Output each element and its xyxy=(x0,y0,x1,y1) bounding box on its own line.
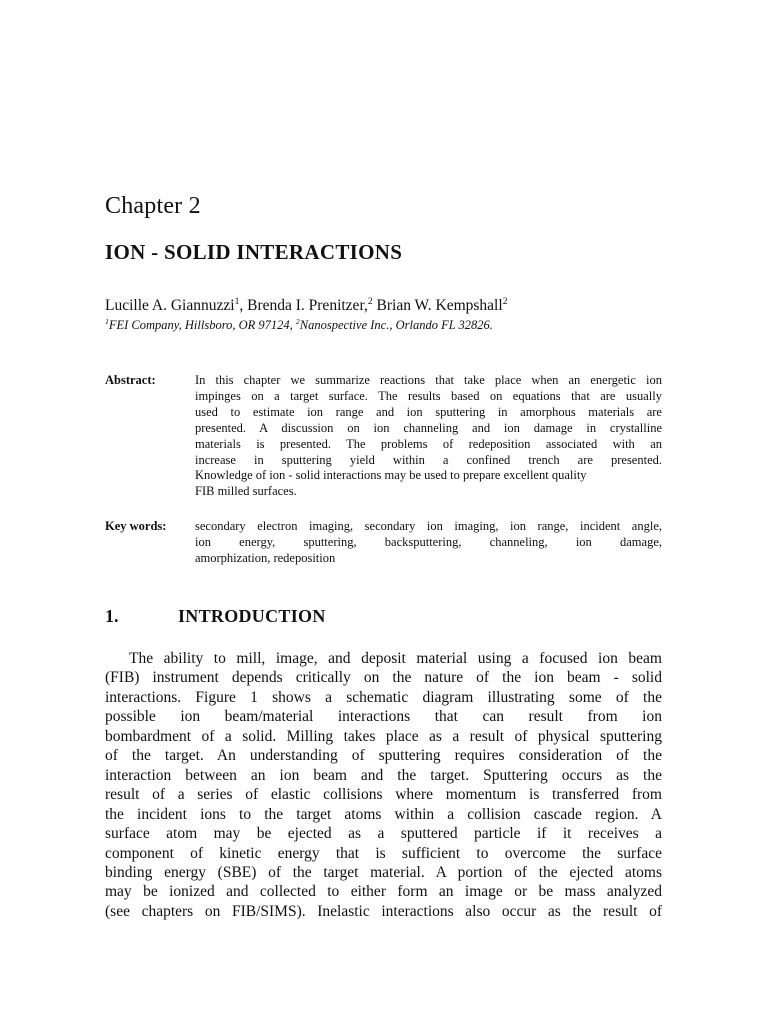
abstract-line: In this chapter we summarize reactions that take place when an energetic ion xyxy=(195,373,662,387)
section-title: INTRODUCTION xyxy=(178,606,326,626)
abstract-line: FIB milled surfaces. xyxy=(195,484,297,499)
abstract-line: impinges on a target surface. The results based on equations that are usually xyxy=(195,388,662,403)
keywords-line: amorphization, redeposition xyxy=(195,550,336,565)
chapter-title: ION - SOLID INTERACTIONS xyxy=(105,240,403,264)
paragraph-line: (see chapters on FIB/SIMS). Inelastic interactions also occur as the result of xyxy=(105,902,662,920)
paragraph-line: binding energy (SBE) of the target material. A portion of the ejected atoms xyxy=(105,863,662,881)
section-number: 1. xyxy=(105,606,119,626)
abstract-line: used to estimate ion range and ion sputtering in amorphous materials are xyxy=(195,404,662,419)
keywords-text xyxy=(195,519,662,567)
keywords-line: secondary electron imaging, secondary ion imaging, ion range, incident angle, xyxy=(195,519,662,533)
affiliation-mark: 2 xyxy=(295,316,300,326)
paragraph-line: surface atom may be ejected as a sputtered particle if it receives a xyxy=(105,825,662,843)
affiliation-mark: 1 xyxy=(105,316,109,326)
author-affiliation-mark: 2 xyxy=(502,295,508,307)
introduction-paragraph xyxy=(105,649,662,921)
abstract-text xyxy=(195,373,662,500)
paragraph-line: possible ion beam/material interactions that can result from ion xyxy=(105,708,662,726)
author-name: Brian W. Kempshall xyxy=(372,297,503,314)
abstract-line: increase in sputtering yield within a confined trench are presented. xyxy=(195,452,662,467)
abstract-label: Abstract: xyxy=(105,373,156,387)
author-name: Lucille A. Giannuzzi xyxy=(105,297,235,314)
abstract-line: materials is presented. The problems of redeposition associated with an xyxy=(195,436,662,451)
abstract-line: Knowledge of ion - solid interactions may be used to prepare excellent quality xyxy=(195,468,587,483)
author-list xyxy=(105,297,507,315)
author-affiliation-mark: 2 xyxy=(367,295,373,307)
author-name: , Brenda I. Prenitzer, xyxy=(239,297,368,314)
chapter-heading: Chapter 2 xyxy=(105,193,201,219)
affiliation-org: Nanospective Inc., Orlando FL 32826. xyxy=(299,318,493,332)
affiliation-org: FEI Company, Hillsboro, OR 97124, xyxy=(108,318,296,332)
paragraph-line: interactions. Figure 1 shows a schematic diagram illustrating some of the xyxy=(105,688,662,706)
abstract-line: presented. A discussion on ion channeling and ion damage in crystalline xyxy=(195,420,662,435)
author-affiliation-mark: 1 xyxy=(234,295,240,307)
paragraph-line: of the target. An understanding of sputtering requires consideration of the xyxy=(105,747,662,765)
keywords-label: Key words: xyxy=(105,519,167,533)
paragraph-line: result of a series of elastic collisions where momentum is transferred from xyxy=(105,786,662,804)
paragraph-line: component of kinetic energy that is sufficient to overcome the surface xyxy=(105,844,662,862)
keywords-line: ion energy, sputtering, backsputtering, channeling, ion damage, xyxy=(195,534,662,549)
affiliation-line xyxy=(105,318,493,333)
paragraph-line: interaction between an ion beam and the target. Sputtering occurs as the xyxy=(105,766,662,784)
paragraph-line: the incident ions to the target atoms within a collision cascade region. A xyxy=(105,805,662,823)
paragraph-line: may be ionized and collected to either form an image or be mass analyzed xyxy=(105,883,662,901)
paragraph-line: bombardment of a solid. Milling takes place as a result of physical sputtering xyxy=(105,727,662,745)
paragraph-line: The ability to mill, image, and deposit material using a focused ion beam xyxy=(129,650,662,667)
paragraph-line: (FIB) instrument depends critically on the nature of the ion beam - solid xyxy=(105,669,662,687)
